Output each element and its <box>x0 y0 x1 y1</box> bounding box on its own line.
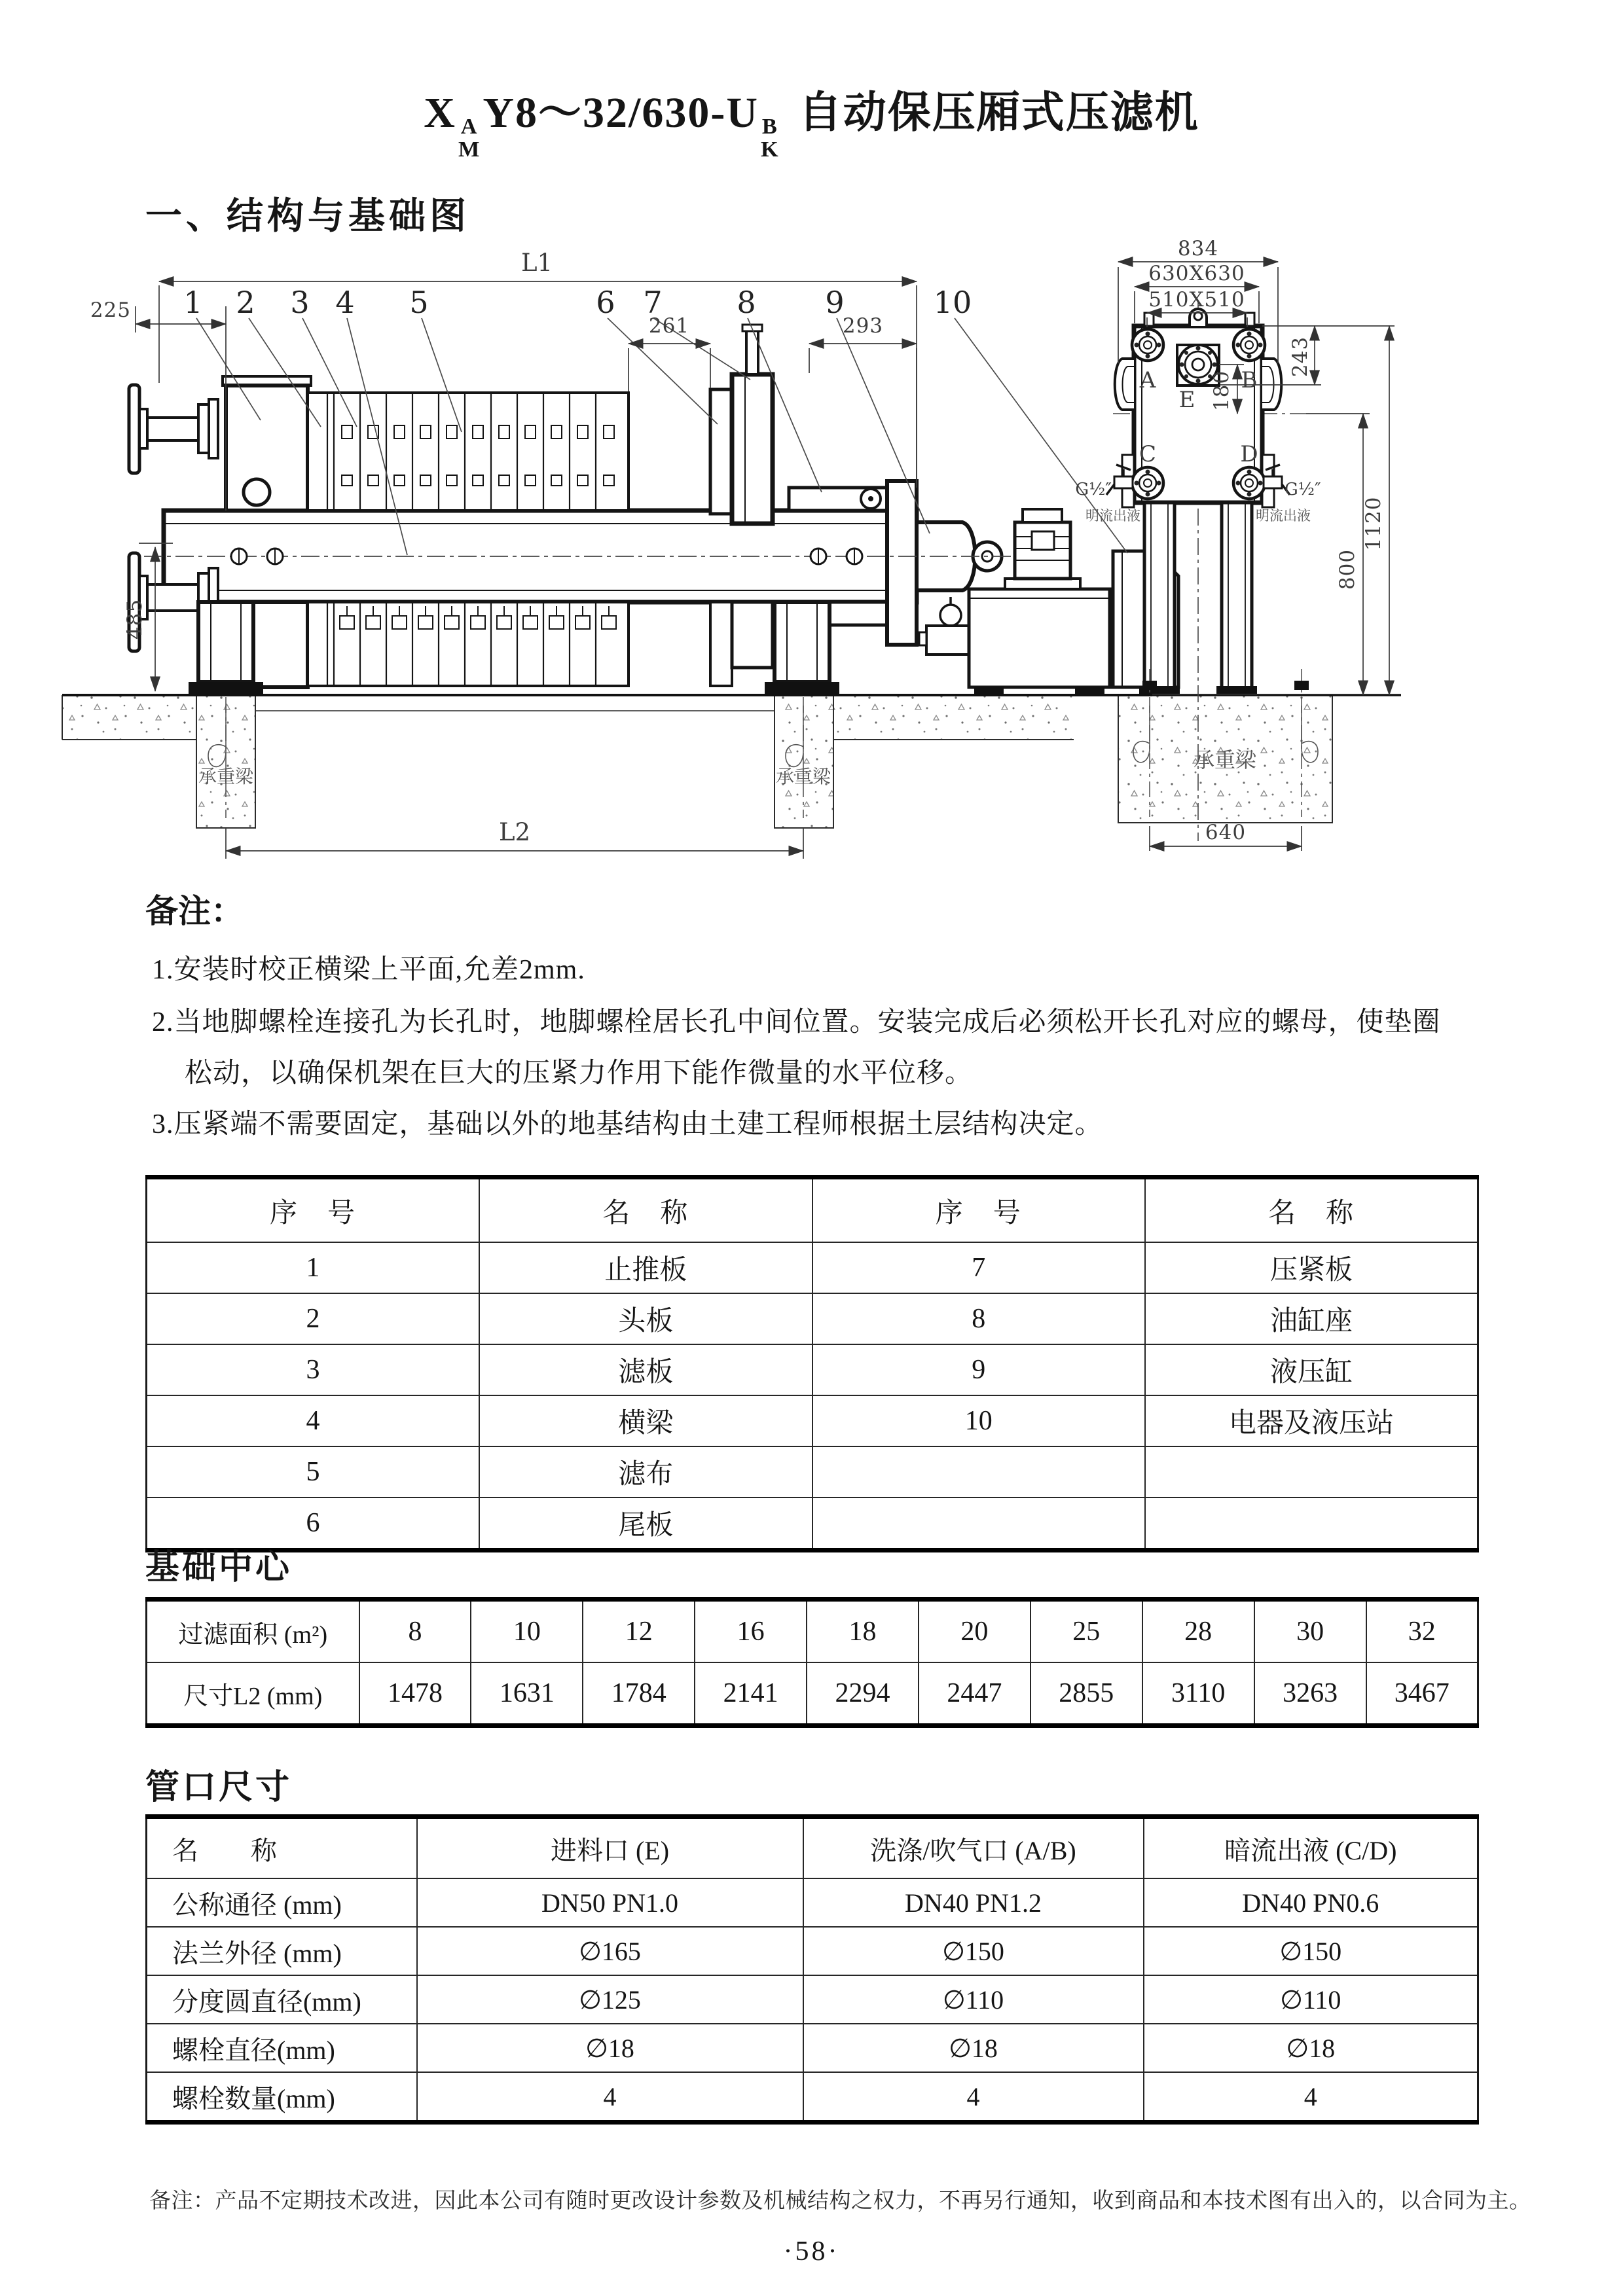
cell: ∅150 <box>1144 1927 1478 1975</box>
table-row <box>147 1177 1478 1243</box>
port-flange-C <box>1132 467 1163 499</box>
cell: 4 <box>803 2072 1144 2123</box>
section-pipe-heading: 管口尺寸 <box>145 1769 293 1806</box>
cell: 30 <box>1254 1600 1366 1663</box>
parts-header-name1: 名 称 <box>479 1177 812 1243</box>
motor-terminal-box <box>1032 531 1054 550</box>
pier-label-left: 承重梁 <box>198 766 254 787</box>
dim-1120: 1120 <box>1362 496 1385 551</box>
row-label: 螺栓直径(mm) <box>147 2024 417 2072</box>
cell: 3467 <box>1366 1662 1478 1726</box>
cell: 1631 <box>471 1662 583 1726</box>
callout-2: 2 <box>236 285 255 320</box>
cell: 10 <box>812 1395 1146 1446</box>
outflow-label-right: 明流出液 <box>1256 508 1311 524</box>
pipe-port-table <box>145 1814 1479 2125</box>
cell: 3110 <box>1142 1662 1254 1726</box>
port-label-e: E <box>1178 387 1195 413</box>
pipe-header-feed: 进料口 (E) <box>417 1817 803 1879</box>
cell: 9 <box>812 1344 1146 1395</box>
outflow-label-left: 明流出液 <box>1085 508 1140 524</box>
title-sup: B <box>761 114 778 139</box>
table-row <box>147 2072 1478 2123</box>
cell: 32 <box>1366 1600 1478 1663</box>
port-flange-D <box>1233 467 1265 499</box>
dim-180: 180 <box>1210 370 1233 412</box>
title-part: 自动保压厢式压滤机 <box>798 89 1199 137</box>
row-label: 过滤面积 (m²) <box>147 1600 359 1663</box>
dim-l1: L1 <box>520 249 553 277</box>
cell <box>1145 1446 1478 1498</box>
cell: 2141 <box>695 1662 807 1726</box>
callout-5: 5 <box>409 285 429 320</box>
cell: 3 <box>147 1344 480 1395</box>
structure-foundation-drawing <box>59 239 1584 870</box>
page-number: ·58· <box>783 2236 840 2267</box>
dim-800: 800 <box>1336 548 1359 590</box>
cell: 4 <box>1144 2072 1478 2123</box>
title-sup: A <box>460 114 479 139</box>
notes-heading: 备注： <box>145 893 244 929</box>
pier-label-right: 承重梁 <box>775 766 831 787</box>
title-stack <box>761 115 780 161</box>
callout-6: 6 <box>596 285 615 320</box>
cell: 25 <box>1030 1600 1142 1663</box>
cell: ∅150 <box>803 1927 1144 1975</box>
cell: 4 <box>417 2072 803 2123</box>
dim-l2: L2 <box>498 818 531 846</box>
cell: 电器及液压站 <box>1145 1395 1478 1446</box>
cell: 2294 <box>807 1662 919 1726</box>
filter-plate-pack-bottom <box>308 602 629 686</box>
cell: DN50 PN1.0 <box>417 1878 803 1927</box>
dim-261: 261 <box>648 314 690 338</box>
cell: 10 <box>471 1600 583 1663</box>
dim-834: 834 <box>1177 239 1219 260</box>
cell: 8 <box>359 1600 471 1663</box>
table-row <box>147 1927 1478 1975</box>
pipe-header-name: 名 称 <box>147 1817 417 1879</box>
filter-plate-pack-top <box>308 393 629 511</box>
cell: 5 <box>147 1446 480 1498</box>
cell: ∅18 <box>803 2024 1144 2072</box>
tail-plate <box>710 389 732 514</box>
cell: 头板 <box>479 1293 812 1344</box>
dim-485: 485 <box>123 598 147 640</box>
port-label-a: A <box>1139 367 1156 393</box>
parts-table <box>145 1175 1479 1552</box>
thread-label-left: G½″ <box>1075 480 1112 499</box>
cell: 滤布 <box>479 1446 812 1498</box>
pipe-header-wash: 洗涤/吹气口 (A/B) <box>803 1817 1144 1879</box>
port-label-d: D <box>1240 441 1258 467</box>
table-row <box>147 1817 1478 1879</box>
cell: 压紧板 <box>1145 1242 1478 1293</box>
callout-7: 7 <box>643 285 663 320</box>
port-label-b: B <box>1241 367 1258 393</box>
table-row <box>147 2024 1478 2072</box>
dim-293: 293 <box>842 314 884 338</box>
table-row <box>147 1662 1478 1726</box>
anchor-bolts-left-view <box>208 669 811 818</box>
cell: 3263 <box>1254 1662 1366 1726</box>
foundation-center-table <box>145 1597 1479 1728</box>
table-row <box>147 1600 1478 1663</box>
cell: ∅165 <box>417 1927 803 1975</box>
callout-4: 4 <box>335 285 355 320</box>
note-line-1: 1.安装时校正横梁上平面,允差2mm. <box>152 955 585 985</box>
cell: ∅110 <box>1144 1975 1478 2024</box>
cell: DN40 PN1.2 <box>803 1878 1144 1927</box>
cell: 12 <box>583 1600 695 1663</box>
cell <box>1145 1498 1478 1551</box>
callout-1: 1 <box>183 285 203 320</box>
cell: ∅125 <box>417 1975 803 2024</box>
table-row <box>147 1395 1478 1446</box>
cell: 2447 <box>919 1662 1030 1726</box>
cell: 28 <box>1142 1600 1254 1663</box>
cell: 6 <box>147 1498 480 1551</box>
callout-9: 9 <box>825 285 845 320</box>
cell: 2 <box>147 1293 480 1344</box>
note-line-2: 2.当地脚螺栓连接孔为长孔时，地脚螺栓居长孔中间位置。安装完成后必须松开长孔对应的螺母，使垫圈 <box>152 1007 1441 1037</box>
table-row <box>147 1878 1478 1927</box>
cell: 1 <box>147 1242 480 1293</box>
press-plate <box>732 325 773 524</box>
section-foundation-heading: 基础中心 <box>145 1549 293 1587</box>
table-row <box>147 1293 1478 1344</box>
support-leg-left <box>189 602 263 695</box>
dim-243: 243 <box>1288 336 1312 378</box>
cell: 1478 <box>359 1662 471 1726</box>
pipe-header-outlet: 暗流出液 (C/D) <box>1144 1817 1478 1879</box>
port-label-c: C <box>1139 441 1157 467</box>
title-part: X <box>424 89 456 137</box>
table-row <box>147 1446 1478 1498</box>
cell: ∅18 <box>417 2024 803 2072</box>
row-label: 公称通径 (mm) <box>147 1878 417 1927</box>
dim-640: 640 <box>1205 821 1247 844</box>
title-stack <box>458 115 481 161</box>
callout-10: 10 <box>933 285 972 320</box>
note-line-3: 松动，以确保机架在巨大的压紧力作用下能作微量的水平位移。 <box>185 1058 974 1088</box>
table-row <box>147 1975 1478 2024</box>
cell: 液压缸 <box>1145 1344 1478 1395</box>
support-leg-right <box>765 602 839 695</box>
page-title <box>0 77 1623 161</box>
cell: 滤板 <box>479 1344 812 1395</box>
filter-press-side-view <box>129 325 1178 695</box>
cell: 16 <box>695 1600 807 1663</box>
thread-label-right: G½″ <box>1285 480 1321 499</box>
row-label: 分度圆直径(mm) <box>147 1975 417 2024</box>
title-sub: K <box>761 137 780 162</box>
cell: 横梁 <box>479 1395 812 1446</box>
cell: 1784 <box>583 1662 695 1726</box>
section-structure-heading: 一、结构与基础图 <box>145 196 470 237</box>
row-label: 法兰外径 (mm) <box>147 1927 417 1975</box>
pier-label-end-view: 承重梁 <box>1193 747 1257 772</box>
dim-630x630: 630X630 <box>1148 262 1245 285</box>
title-sub: M <box>458 137 481 162</box>
cell: 20 <box>919 1600 1030 1663</box>
cell: 7 <box>812 1242 1146 1293</box>
port-flange-B <box>1233 329 1265 361</box>
cell: ∅18 <box>1144 2024 1478 2072</box>
parts-header-name2: 名 称 <box>1145 1177 1478 1243</box>
cell: 4 <box>147 1395 480 1446</box>
hydraulic-station <box>969 509 1110 695</box>
cell <box>812 1446 1146 1498</box>
note-line-4: 3.压紧端不需要固定，基础以外的地基结构由土建工程师根据土层结构决定。 <box>152 1109 1103 1139</box>
table-row <box>147 1242 1478 1293</box>
dim-510x510: 510X510 <box>1148 288 1245 312</box>
cell: 18 <box>807 1600 919 1663</box>
row-label: 螺栓数量(mm) <box>147 2072 417 2123</box>
cell: 2855 <box>1030 1662 1142 1726</box>
table-row <box>147 1498 1478 1551</box>
cell: 尾板 <box>479 1498 812 1551</box>
title-part: Y8～32/630-U <box>483 89 759 137</box>
dim-225: 225 <box>90 298 131 322</box>
footer-disclaimer: 备注：产品不定期技术改进，因此本公司有随时更改设计参数及机械结构之权力，不再另行通知，收到商品和本技术图有出入的，以合同为主。 <box>149 2189 1531 2213</box>
port-flange-A <box>1132 329 1163 361</box>
parts-header-seq2: 序 号 <box>812 1177 1146 1243</box>
callout-3: 3 <box>290 285 310 320</box>
table-row <box>147 1344 1478 1395</box>
cell: 8 <box>812 1293 1146 1344</box>
cell: 油缸座 <box>1145 1293 1478 1344</box>
cell: ∅110 <box>803 1975 1144 2024</box>
row-label: 尺寸L2 (mm) <box>147 1662 359 1726</box>
parts-header-seq1: 序 号 <box>147 1177 480 1243</box>
foundation-concrete <box>62 695 1332 828</box>
callout-8: 8 <box>737 285 756 320</box>
cell: DN40 PN0.6 <box>1144 1878 1478 1927</box>
cell: 止推板 <box>479 1242 812 1293</box>
cell <box>812 1498 1146 1551</box>
